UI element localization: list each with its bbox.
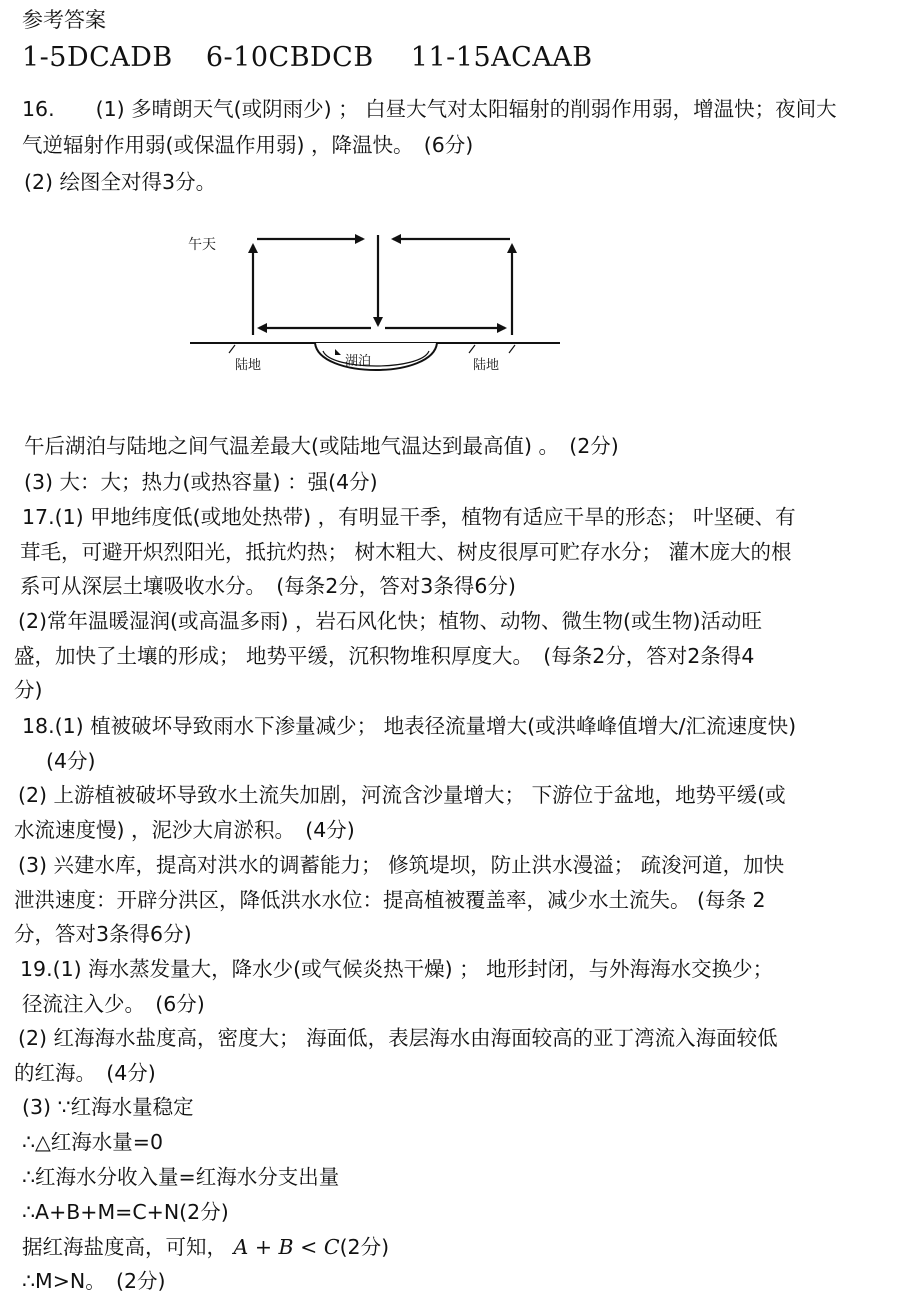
answer-line: ∴A+B+M=C+N(2分) (22, 1200, 229, 1224)
answer-line: 分) (14, 678, 43, 702)
answer-line: ∴M>N。 (2分) (22, 1269, 166, 1293)
formula-line (22, 1230, 389, 1260)
answer-line: (2) 上游植被破坏导致水土流失加剧，河流含沙量增大； 下游位于盆地，地势平缓(或 (18, 783, 786, 807)
answer-line: 水流速度慢) ，泥沙大肩淤积。 (4分) (14, 818, 355, 842)
formula-rhs: C (323, 1235, 340, 1259)
answer-line: 19.(1) 海水蒸发量大，降水少(或气候炎热干燥) ； 地形封闭，与外海海水交换少； (20, 957, 774, 981)
circulation-diagram (185, 225, 565, 385)
answers-1-5: 1-5DCADB (22, 42, 173, 73)
answer-line: 午后湖泊与陆地之间气温差最大(或陆地气温达到最高值) 。 (2分) (24, 434, 619, 458)
answer-line: ∴红海水分收入量=红海水分支出量 (22, 1165, 340, 1189)
formula-operator: < (300, 1235, 318, 1259)
page-title: 参考答案 (22, 8, 106, 32)
formula-score: (2分) (339, 1235, 390, 1259)
answer-line: 茸毛，可避开炽烈阳光，抵抗灼热； 树木粗大、树皮很厚可贮存水分； 灌木庞大的根 (20, 540, 792, 564)
formula-lhs: A + B (233, 1235, 294, 1259)
answer-line: (2)常年温暖湿润(或高温多雨) ，岩石风化快；植物、动物、微生物(或生物)活动旺 (18, 609, 763, 633)
answer-line: 盛，加快了土壤的形成； 地势平缓，沉积物堆积厚度大。 (每条2分，答对2条得4 (14, 644, 755, 668)
answer-line: 气逆辐射作用弱(或保温作用弱) ，降温快。 (6分) (22, 133, 474, 157)
answer-line: 17.(1) 甲地纬度低(或地处热带) ，有明显干季，植物有适应干旱的形态； 叶坚硬、有 (22, 505, 796, 529)
answers-6-10: 6-10CBDCB (205, 42, 374, 73)
answer-line: (4分) (46, 749, 96, 773)
answer-line: (3) ∵红海水量稳定 (22, 1095, 194, 1119)
answer-line: 径流注入少。 (6分) (22, 992, 205, 1016)
answer-line: ∴△红海水量=0 (22, 1130, 164, 1154)
multiple-choice-answers (22, 42, 593, 73)
answer-line: 的红海。 (4分) (14, 1061, 156, 1085)
answer-line: 泄洪速度：开辟分洪区，降低洪水水位：提高植被覆盖率，减少水土流失。 (每条 2 (14, 888, 766, 912)
answer-line: (2) 绘图全对得3分。 (24, 170, 217, 194)
land-label-right: 陆地 (473, 358, 500, 373)
answer-line: 16. (1) 多晴朗天气(或阴雨少) ； 白昼大气对太阳辐射的削弱作用弱，增温快；夜间大 (22, 97, 837, 121)
answer-line: 分，答对3条得6分) (14, 922, 192, 946)
answer-line: (3) 大：大；热力(或热容量) ：强(4分) (24, 470, 378, 494)
answer-line: 系可从深层土壤吸收水分。 (每条2分，答对3条得6分) (20, 574, 516, 598)
answer-line: (2) 红海海水盐度高，密度大； 海面低，表层海水由海面较高的亚丁湾流入海面较低 (18, 1026, 778, 1050)
answer-line: 18.(1) 植被破坏导致雨水下渗量减少； 地表径流量增大(或洪峰峰值增大/汇流速度快) (22, 714, 797, 738)
answers-11-15: 11-15ACAAB (410, 42, 593, 73)
diagram-top-label: 午天 (188, 237, 216, 253)
formula-intro: 据红海盐度高，可知， (22, 1235, 227, 1259)
lake-label: 湖泊 (345, 354, 372, 369)
land-label-left: 陆地 (235, 358, 262, 373)
answer-line: (3) 兴建水库，提高对洪水的调蓄能力； 修筑堤坝，防止洪水漫溢； 疏浚河道，加快 (18, 853, 785, 877)
